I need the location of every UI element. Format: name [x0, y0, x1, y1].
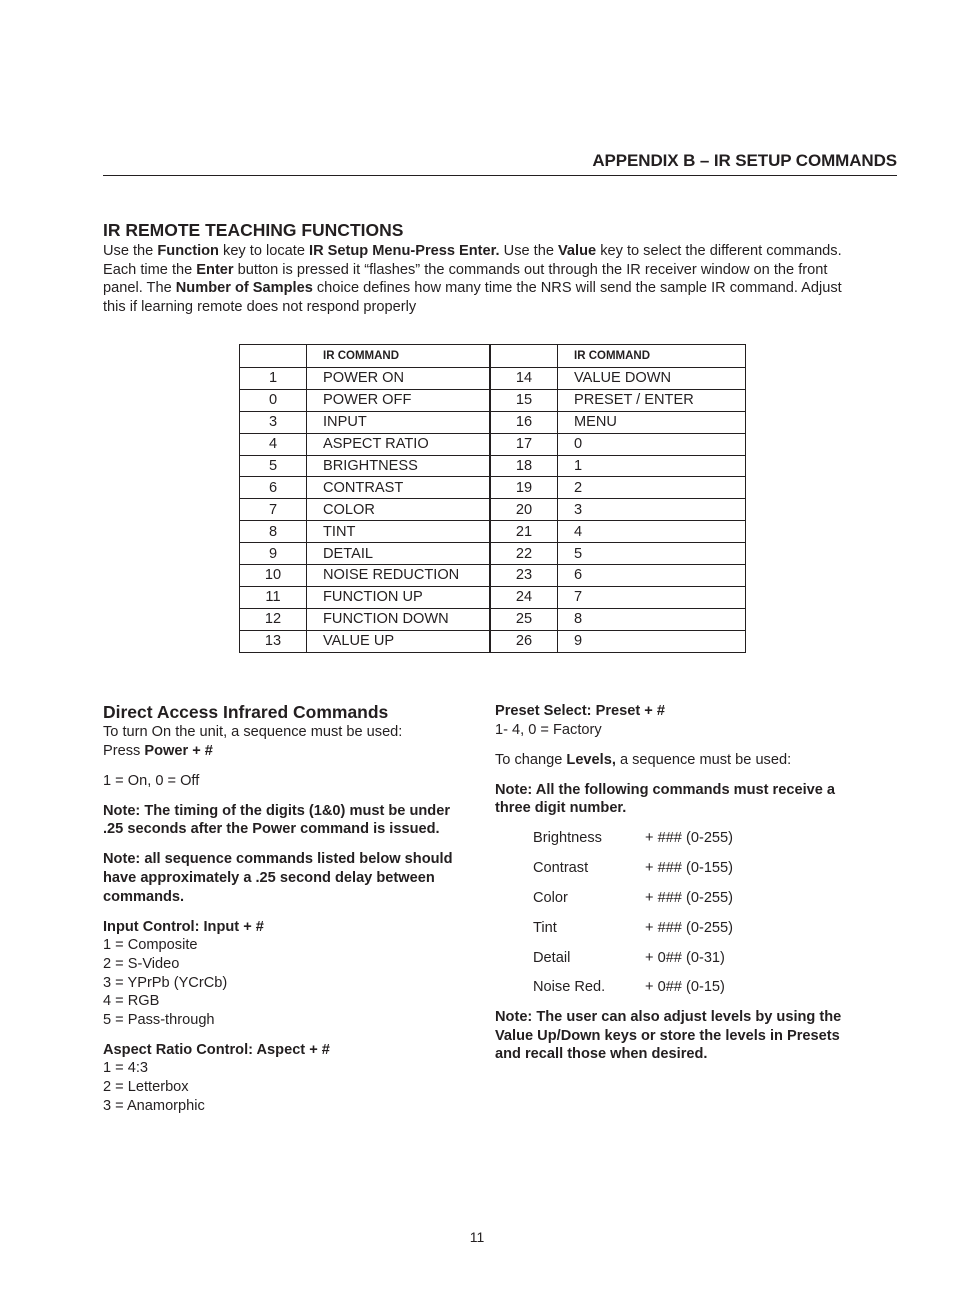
ir-code-right: 22	[490, 543, 558, 565]
ir-code-right: 15	[490, 389, 558, 411]
ir-command-left: INPUT	[307, 411, 491, 433]
ir-code-left: 4	[240, 433, 307, 455]
level-value: + ### (0-155)	[645, 860, 734, 877]
header-ir-command-right: IR COMMAND	[558, 345, 746, 368]
table-row	[240, 543, 746, 565]
table-row	[240, 565, 746, 587]
three-digit-note: Note: All the following commands must receive a three digit number.	[495, 781, 836, 817]
direct-access-column	[103, 702, 473, 1127]
level-name: Detail	[533, 949, 571, 966]
ir-code-right: 25	[490, 608, 558, 630]
ir-code-right: 24	[490, 586, 558, 608]
ir-code-left: 13	[240, 630, 307, 652]
level-name: Contrast	[533, 860, 589, 877]
section-title: IR REMOTE TEACHING FUNCTIONS	[103, 220, 404, 240]
ir-code-left: 1	[240, 368, 307, 390]
direct-access-title: Direct Access Infrared Commands	[103, 702, 389, 722]
page-number: 11	[469, 1229, 485, 1245]
level-row	[533, 829, 865, 848]
level-name: Noise Red.	[533, 979, 606, 996]
ir-command-right: PRESET / ENTER	[558, 389, 746, 411]
level-value: + ### (0-255)	[645, 830, 734, 847]
ir-command-left: DETAIL	[307, 543, 491, 565]
ir-code-right: 19	[490, 477, 558, 499]
ir-command-left: VALUE UP	[307, 630, 491, 652]
level-row	[533, 859, 865, 878]
ir-code-left: 7	[240, 499, 307, 521]
table-header-row	[240, 345, 746, 368]
ir-code-left: 0	[240, 389, 307, 411]
ir-code-left: 9	[240, 543, 307, 565]
level-value: + ### (0-255)	[645, 919, 734, 936]
ir-command-right: 3	[558, 499, 746, 521]
ir-code-right: 16	[490, 411, 558, 433]
ir-command-right: 1	[558, 455, 746, 477]
ir-command-right: VALUE DOWN	[558, 368, 746, 390]
level-row	[533, 889, 865, 908]
ir-command-right: 9	[558, 630, 746, 652]
ir-command-right: 6	[558, 565, 746, 587]
power-instructions: To turn On the unit, a sequence must be used: Press Power + #	[103, 724, 403, 759]
ir-command-left: POWER OFF	[307, 389, 491, 411]
ir-code-left: 5	[240, 455, 307, 477]
ir-command-table	[239, 344, 746, 653]
ir-command-left: CONTRAST	[307, 477, 491, 499]
ir-code-left: 12	[240, 608, 307, 630]
preset-levels-column	[495, 702, 865, 1075]
table-row	[240, 499, 746, 521]
ir-command-right: 2	[558, 477, 746, 499]
intro-paragraph: Use the Function key to locate IR Setup Menu-Press Enter. Use the Value key to select the different commands. Each time the Enter button is pressed it “flashes” the commands out through the IR receiver window on the front panel. The Number of Samples choice defines how many time the NRS will send the sample IR command. Adjust this if learning remote does not respond properly	[103, 243, 842, 315]
level-name: Tint	[533, 919, 557, 936]
level-row	[533, 949, 865, 968]
ir-command-right: 5	[558, 543, 746, 565]
ir-command-left: COLOR	[307, 499, 491, 521]
level-value: + 0## (0-15)	[645, 979, 725, 996]
ir-command-left: ASPECT RATIO	[307, 433, 491, 455]
table-row	[240, 455, 746, 477]
levels-intro: To change Levels, a sequence must be used:	[495, 751, 792, 768]
preset-select-block: Preset Select: Preset + # 1- 4, 0 = Factory	[495, 703, 665, 738]
ir-code-left: 8	[240, 521, 307, 543]
table-row	[240, 630, 746, 652]
ir-command-right: 4	[558, 521, 746, 543]
power-values: 1 = On, 0 = Off	[103, 772, 200, 789]
ir-code-right: 18	[490, 455, 558, 477]
ir-command-left: BRIGHTNESS	[307, 455, 491, 477]
level-row	[533, 919, 865, 938]
ir-code-right: 17	[490, 433, 558, 455]
aspect-control-block: Aspect Ratio Control: Aspect + # 1 = 4:3 2 = Letterbox 3 = Anamorphic	[103, 1041, 330, 1114]
ir-command-left: FUNCTION UP	[307, 586, 491, 608]
adjust-levels-note: Note: The user can also adjust levels by using the Value Up/Down keys or store the levels in Presets and recall those when desired.	[495, 1009, 842, 1063]
ir-code-left: 10	[240, 565, 307, 587]
ir-command-left: TINT	[307, 521, 491, 543]
ir-command-right: 8	[558, 608, 746, 630]
ir-code-right: 20	[490, 499, 558, 521]
levels-list	[495, 829, 865, 997]
table-row	[240, 608, 746, 630]
level-row	[533, 978, 865, 997]
level-value: + ### (0-255)	[645, 890, 734, 907]
ir-code-left: 6	[240, 477, 307, 499]
ir-code-right: 26	[490, 630, 558, 652]
ir-command-right: 0	[558, 433, 746, 455]
table-row	[240, 521, 746, 543]
ir-command-left: POWER ON	[307, 368, 491, 390]
header-num-right	[490, 345, 558, 368]
page-header-title: APPENDIX B – IR SETUP COMMANDS	[592, 151, 897, 170]
input-control-block: Input Control: Input + # 1 = Composite 2 = S-Video 3 = YPrPb (YCrCb) 4 = RGB 5 = Pass-through	[103, 918, 264, 1028]
ir-command-right: MENU	[558, 411, 746, 433]
ir-code-right: 21	[490, 521, 558, 543]
ir-command-left: FUNCTION DOWN	[307, 608, 491, 630]
level-name: Color	[533, 890, 568, 907]
header-divider	[103, 175, 897, 176]
ir-command-right: 7	[558, 586, 746, 608]
header-num-left	[240, 345, 307, 368]
header-ir-command-left: IR COMMAND	[307, 345, 491, 368]
ir-code-left: 11	[240, 586, 307, 608]
table-row	[240, 411, 746, 433]
table-row	[240, 586, 746, 608]
level-name: Brightness	[533, 830, 602, 847]
delay-note: Note: all sequence commands listed below should have approximately a .25 second delay between commands.	[103, 851, 453, 905]
timing-note: Note: The timing of the digits (1&0) must be under .25 seconds after the Power command is issued.	[103, 802, 451, 838]
ir-code-right: 14	[490, 368, 558, 390]
level-value: + 0## (0-31)	[645, 949, 725, 966]
table-row	[240, 389, 746, 411]
table-row	[240, 477, 746, 499]
ir-command-left: NOISE REDUCTION	[307, 565, 491, 587]
table-row	[240, 433, 746, 455]
ir-code-right: 23	[490, 565, 558, 587]
table-row	[240, 368, 746, 390]
ir-code-left: 3	[240, 411, 307, 433]
